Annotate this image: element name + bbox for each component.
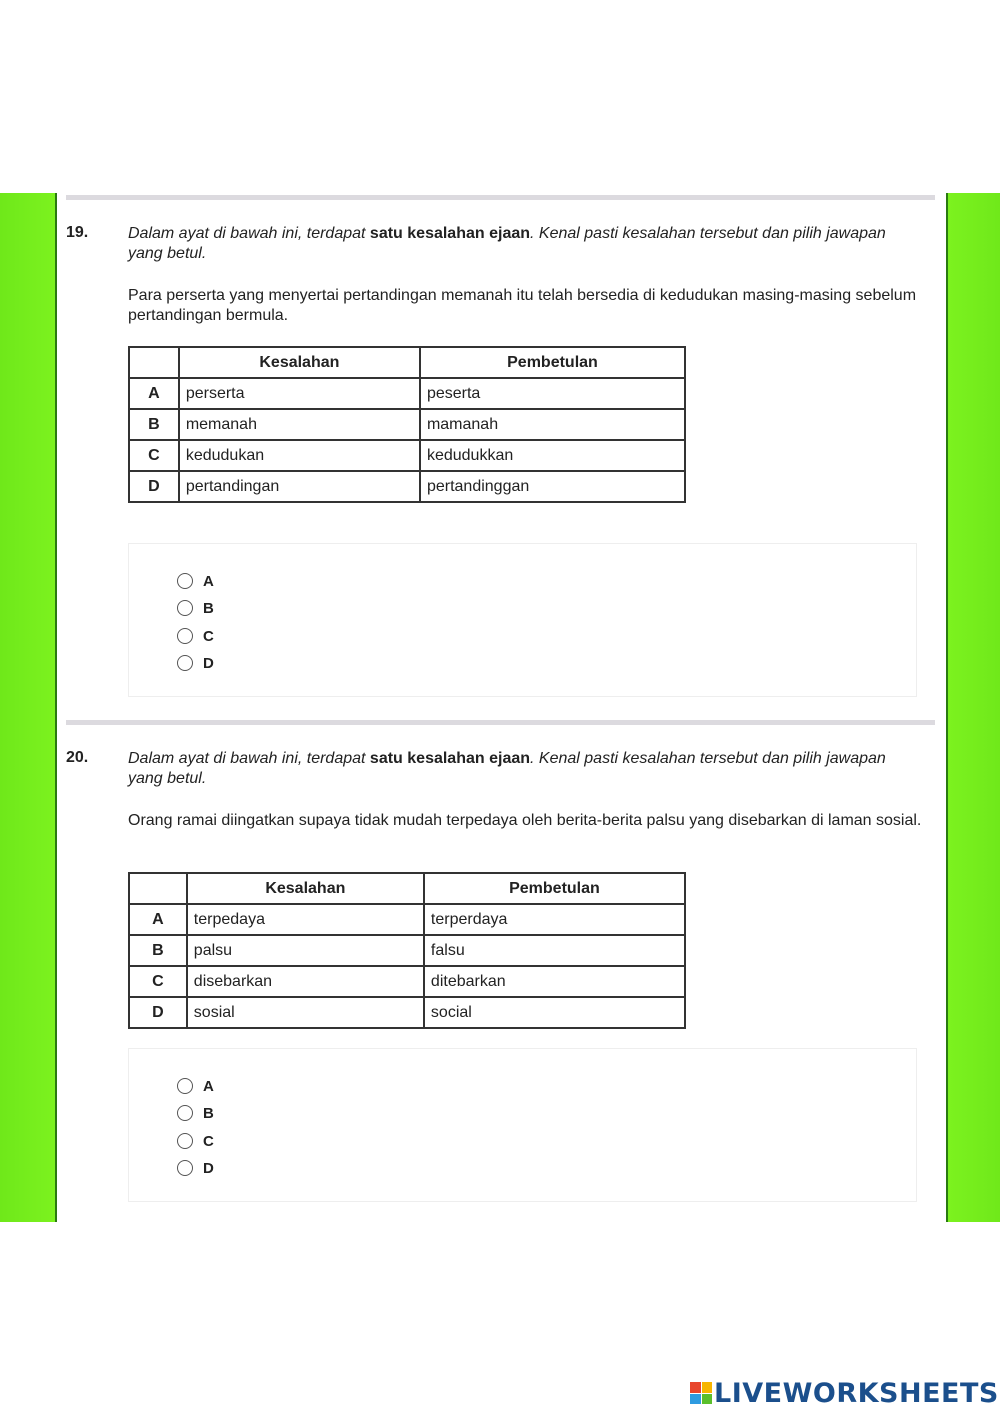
option-label: B	[203, 1104, 214, 1122]
row-letter: D	[129, 471, 179, 502]
row-letter: C	[129, 966, 187, 997]
option-d[interactable]	[177, 653, 214, 673]
wrong-spelling-cell: sosial	[187, 997, 424, 1028]
table-row	[129, 997, 685, 1028]
logo-square	[702, 1382, 713, 1393]
radio-button[interactable]	[177, 600, 193, 616]
table-row	[129, 440, 685, 471]
table-header-cell	[129, 873, 187, 904]
option-label: A	[203, 1077, 214, 1095]
correction-cell: peserta	[420, 378, 685, 409]
wrong-spelling-cell: disebarkan	[187, 966, 424, 997]
left-green-band	[0, 193, 57, 1222]
liveworksheets-logo-icon	[690, 1382, 712, 1404]
wrong-spelling-cell: perserta	[179, 378, 420, 409]
option-a[interactable]	[177, 1076, 214, 1096]
table-row	[129, 904, 685, 935]
option-label: D	[203, 1159, 214, 1177]
table-header-cell: Pembetulan	[420, 347, 685, 378]
radio-button[interactable]	[177, 655, 193, 671]
correction-cell: social	[424, 997, 685, 1028]
question-sentence: Orang ramai diingatkan supaya tidak mudah terpedaya oleh berita-berita palsu yang disebarkan di laman sosial.	[128, 812, 922, 829]
logo-square	[690, 1382, 701, 1393]
radio-button[interactable]	[177, 573, 193, 589]
question-separator	[66, 195, 935, 200]
option-label: C	[203, 1132, 214, 1150]
radio-button[interactable]	[177, 1160, 193, 1176]
liveworksheets-logo	[690, 1376, 999, 1410]
logo-square	[690, 1394, 701, 1405]
option-label: D	[203, 654, 214, 672]
answer-table	[128, 872, 686, 1029]
question-number: 20.	[66, 749, 89, 766]
answer-table	[128, 346, 686, 503]
option-b[interactable]	[177, 1103, 214, 1123]
row-letter: A	[129, 378, 179, 409]
table-row	[129, 935, 685, 966]
row-letter: C	[129, 440, 179, 471]
option-label: A	[203, 572, 214, 590]
table-row	[129, 966, 685, 997]
options-box	[128, 1048, 917, 1202]
wrong-spelling-cell: kedudukan	[179, 440, 420, 471]
table-header-cell: Kesalahan	[187, 873, 424, 904]
correction-cell: falsu	[424, 935, 685, 966]
option-c[interactable]	[177, 626, 214, 646]
logo-square	[702, 1394, 713, 1405]
option-d[interactable]	[177, 1158, 214, 1178]
radio-button[interactable]	[177, 1105, 193, 1121]
radio-button[interactable]	[177, 1078, 193, 1094]
table-header-cell	[129, 347, 179, 378]
table-header-cell: Pembetulan	[424, 873, 685, 904]
question-sentence: Para perserta yang menyertai pertandingan memanah itu telah bersedia di kedudukan masing-masing sebelum pertandingan bermula.	[128, 287, 917, 324]
correction-cell: kedudukkan	[420, 440, 685, 471]
table-header-row	[129, 873, 685, 904]
correction-cell: pertandinggan	[420, 471, 685, 502]
question-instruction: Dalam ayat di bawah ini, terdapat satu kesalahan ejaan. Kenal pasti kesalahan tersebut dan pilih jawapan yang betul.	[128, 225, 886, 262]
table-row	[129, 409, 685, 440]
option-b[interactable]	[177, 598, 214, 618]
right-green-band	[946, 193, 1000, 1222]
wrong-spelling-cell: pertandingan	[179, 471, 420, 502]
question-separator	[66, 720, 935, 725]
row-letter: D	[129, 997, 187, 1028]
table-header-row	[129, 347, 685, 378]
table-row	[129, 378, 685, 409]
option-label: B	[203, 599, 214, 617]
wrong-spelling-cell: memanah	[179, 409, 420, 440]
wrong-spelling-cell: terpedaya	[187, 904, 424, 935]
row-letter: A	[129, 904, 187, 935]
correction-cell: ditebarkan	[424, 966, 685, 997]
correction-cell: mamanah	[420, 409, 685, 440]
row-letter: B	[129, 935, 187, 966]
wrong-spelling-cell: palsu	[187, 935, 424, 966]
radio-button[interactable]	[177, 628, 193, 644]
correction-cell: terperdaya	[424, 904, 685, 935]
option-a[interactable]	[177, 571, 214, 591]
option-label: C	[203, 627, 214, 645]
question-number: 19.	[66, 224, 89, 241]
question-instruction: Dalam ayat di bawah ini, terdapat satu kesalahan ejaan. Kenal pasti kesalahan tersebut dan pilih jawapan yang betul.	[128, 750, 886, 787]
radio-button[interactable]	[177, 1133, 193, 1149]
options-box	[128, 543, 917, 697]
table-header-cell: Kesalahan	[179, 347, 420, 378]
table-row	[129, 471, 685, 502]
row-letter: B	[129, 409, 179, 440]
option-c[interactable]	[177, 1131, 214, 1151]
brand-name: LIVEWORKSHEETS	[714, 1377, 999, 1409]
